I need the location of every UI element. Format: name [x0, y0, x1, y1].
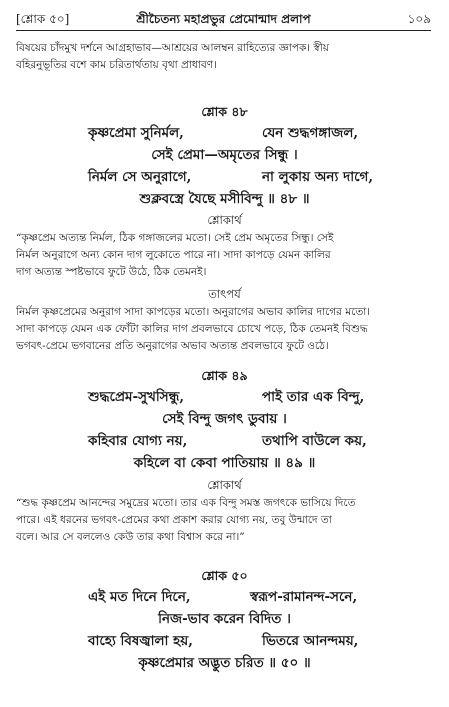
verse-line-center: নিজ-ভাব করেন বিদিত । [158, 611, 291, 627]
text-line: বলে। আর সে বললেও কেউ তার কথা বিশ্বাস করে না।” [16, 531, 245, 543]
verse-line-left: বাহ্যে বিষজ্বালা হয়, [88, 633, 193, 649]
running-head [16, 12, 431, 31]
verse-heading: শ্লোক ৪৯ [201, 368, 248, 383]
verse-line-left: কৃষ্ণপ্রেমা সুনির্মল, [88, 125, 184, 141]
text-line: নির্মল কৃষ্ণপ্রেমের অনুরাগ সাদা কাপড়ের মতো। অনুরাগের অভাব কালির দাগের মতো। [16, 306, 371, 318]
text-line: সাদা কাপড়ে যেমন এক ফোঁটা কালির দাগ প্রবলভাবে চোখে পড়ে, ঠিক তেমনই বিশুদ্ধ [16, 323, 368, 335]
translation-paragraph [16, 495, 431, 546]
verse-line-left: নির্মল সে অনুরাগে, [88, 169, 192, 185]
text-line: বহিরনুভূতির বশে কাম চরিতার্থতায় বৃথা প্রাধাবণ। [16, 59, 217, 71]
verse-line-center: কহিলে বা কেবা পাতিয়ায় ॥ ৪৯ ॥ [133, 455, 316, 471]
purport-paragraph [16, 304, 431, 355]
translation-label: শ্লোকার্থ [207, 478, 242, 492]
text-line: দাগ অত্যন্ত স্পষ্টভাবে ফুটে উঠে, ঠিক তেমনই। [16, 266, 207, 278]
verse-line-left: কহিবার যোগ্য নয়, [88, 433, 188, 449]
verse-line-center: সেই বিন্দু জগৎ ডুবায় । [162, 411, 287, 427]
verse-line-right: ভিতরে আনন্দময়, [262, 633, 359, 649]
text-line: “কৃষ্ণপ্রেম অত্যন্ত নির্মল, ঠিক গঙ্গাজলের মতো। সেই প্রেম অমৃতের সিন্ধু। সেই [16, 232, 334, 244]
verse-heading: শ্লোক ৫০ [201, 568, 248, 583]
text-line: নির্মল অনুরাগে অন্য কোন দাগ লুকোতে পারে না। সাদা কাপড়ে যেমন কালির [16, 249, 331, 261]
running-head-title: শ্রীচৈতন্য মহাপ্রভুর প্রেমোন্মাদ প্রলাপ [136, 12, 311, 26]
verse-line-right: যেন শুদ্ধগঙ্গাজল, [262, 125, 359, 141]
translation-paragraph [16, 230, 431, 281]
verse-line-left: এই মত দিনে দিনে, [88, 589, 191, 605]
verse-line-right: না লুকায় অন্য দাগে, [262, 169, 374, 185]
text-line: পারে। এই ধরনের ভগবৎ-প্রেমের কথা প্রকাশ করার যোগ্য নয়, তবু উন্মাদে তা [16, 514, 332, 526]
text-line: “শুদ্ধ কৃষ্ণপ্রেম আনন্দের সমুদ্রের মতো। তার এক বিন্দু সমস্ত জগৎকে ভাসিয়ে দিতে [16, 497, 356, 509]
verse-line-center: কৃষ্ণপ্রেমার অদ্ভুত চরিত ॥ ৫০ ॥ [138, 655, 311, 671]
intro-paragraph [16, 40, 431, 74]
verse-line-center: শুক্লবস্ত্রে যৈছে মসীবিন্দু ॥ ৪৮ ॥ [139, 191, 310, 207]
text-line: ভগবৎ-প্রেমে ভগবানের প্রতি অনুরাগের অভাব অত্যন্ত প্রবলভাবে ফুটে ওঠে। [16, 340, 329, 352]
verse-line-right: তথাপি বাউলে কয়, [262, 433, 367, 449]
text-line: বিষয়ের চাঁদমুখ দর্শনে আগ্রহাভাব—আশ্রয়ের আলম্বন রাহিত্যের জ্ঞাপক। স্বীয় [16, 42, 329, 54]
purport-label: তাৎপর্য [208, 287, 241, 301]
running-head-verse-ref: [শ্লোক ৫০] [16, 12, 70, 26]
verse-line-center: সেই প্রেমা—অমৃতের সিন্ধু । [151, 147, 298, 163]
page-number: ১০৯ [407, 12, 431, 26]
verse-line-left: শুদ্ধপ্রেম-সুখসিন্ধু, [88, 389, 185, 405]
verse-line-right: স্বরূপ-রামানন্দ-সনে, [250, 589, 358, 605]
verse-heading: শ্লোক ৪৮ [201, 104, 248, 119]
translation-label: শ্লোকার্থ [207, 213, 242, 227]
verse-line-right: পাই তার এক বিন্দু, [262, 389, 365, 405]
